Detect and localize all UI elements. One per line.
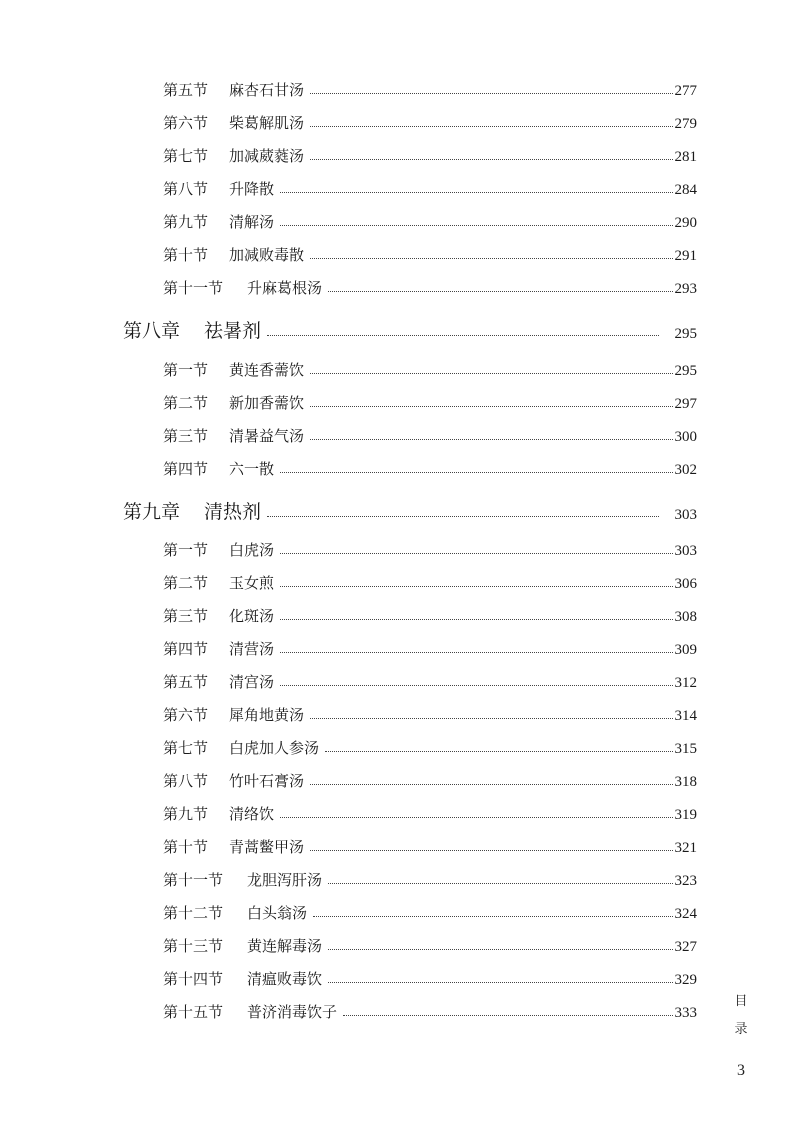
toc-section-entry[interactable] [163,602,697,626]
toc-section-entry[interactable] [163,274,697,298]
section-page-number: 314 [674,708,697,724]
chapter-title: 清热剂 [204,501,262,523]
dot-leader [280,224,672,226]
section-title: 龙胆泻肝汤 [247,871,323,889]
toc-section-entry[interactable] [163,668,697,692]
toc-section-entry[interactable] [163,800,697,824]
section-page-number: 295 [674,363,697,379]
section-page-number: 293 [674,281,697,297]
dot-leader [267,334,658,336]
section-number: 第十四节 [163,970,224,988]
section-title: 清暑益气汤 [229,427,305,445]
section-title: 玉女煎 [229,574,275,592]
section-number: 第三节 [163,427,209,445]
section-page-number: 319 [674,807,697,823]
section-page-number: 323 [674,873,697,889]
section-number: 第一节 [163,541,209,559]
section-title: 加减败毒散 [229,246,305,264]
toc-section-entry[interactable] [163,422,697,446]
section-page-number: 333 [674,1005,697,1021]
section-number: 第三节 [163,607,209,625]
section-number: 第四节 [163,460,209,478]
section-page-number: 281 [674,149,697,165]
section-page-number: 302 [674,462,697,478]
toc-section-entry[interactable] [163,767,697,791]
section-number: 第四节 [163,640,209,658]
section-title: 新加香薷饮 [229,394,305,412]
dot-leader [310,717,672,719]
dot-leader [328,290,672,292]
section-page-number: 318 [674,774,697,790]
toc-section-entry[interactable] [163,241,697,265]
dot-leader [328,981,672,983]
dot-leader [280,816,672,818]
section-title: 白虎汤 [229,541,275,559]
dot-leader [310,257,672,259]
toc-section-entry[interactable] [163,998,697,1022]
section-number: 第二节 [163,394,209,412]
section-title: 加减葳蕤汤 [229,147,305,165]
chapter-number: 第八章 [123,320,181,342]
section-page-number: 290 [674,215,697,231]
section-number: 第十一节 [163,279,224,297]
side-tab-label [733,988,749,1044]
side-tab-char: 目 [734,994,748,1009]
section-title: 清解汤 [229,213,275,231]
dot-leader [343,1014,672,1016]
section-page-number: 300 [674,429,697,445]
section-title: 化斑汤 [229,607,275,625]
toc-chapter-entry[interactable] [123,500,697,524]
section-page-number: 291 [674,248,697,264]
toc-section-entry[interactable] [163,734,697,758]
section-title: 升麻葛根汤 [247,279,323,297]
dot-leader [328,948,672,950]
section-title: 六一散 [229,460,275,478]
section-number: 第七节 [163,147,209,165]
section-page-number: 315 [674,741,697,757]
dot-leader [280,684,672,686]
toc-section-entry[interactable] [163,142,697,166]
section-title: 白头翁汤 [247,904,308,922]
section-number: 第二节 [163,574,209,592]
toc-section-entry[interactable] [163,833,697,857]
toc-section-entry[interactable] [163,389,697,413]
section-title: 普济消毒饮子 [247,1003,338,1021]
section-title: 青蒿鳖甲汤 [229,838,305,856]
toc-section-entry[interactable] [163,76,697,100]
dot-leader [325,750,672,752]
toc-section-entry[interactable] [163,932,697,956]
dot-leader [267,515,658,517]
section-title: 黄连香薷饮 [229,361,305,379]
section-number: 第九节 [163,805,209,823]
dot-leader [310,125,672,127]
section-title: 黄连解毒汤 [247,937,323,955]
toc-section-entry[interactable] [163,635,697,659]
chapter-title: 祛暑剂 [204,320,262,342]
toc-section-entry[interactable] [163,866,697,890]
dot-leader [310,158,672,160]
dot-leader [310,438,672,440]
section-title: 清络饮 [229,805,275,823]
section-number: 第六节 [163,706,209,724]
section-title: 清营汤 [229,640,275,658]
section-page-number: 324 [674,906,697,922]
dot-leader [310,405,672,407]
dot-leader [280,552,672,554]
section-number: 第九节 [163,213,209,231]
section-number: 第五节 [163,673,209,691]
section-page-number: 321 [674,840,697,856]
section-number: 第六节 [163,114,209,132]
section-title: 柴葛解肌汤 [229,114,305,132]
page-folio-number: 3 [737,1062,745,1079]
section-number: 第一节 [163,361,209,379]
section-number: 第十一节 [163,871,224,889]
dot-leader [313,915,672,917]
section-number: 第八节 [163,180,209,198]
chapter-page-number: 303 [674,507,697,523]
section-page-number: 279 [674,116,697,132]
section-title: 升降散 [229,180,275,198]
section-page-number: 303 [674,543,697,559]
dot-leader [310,92,672,94]
toc-section-entry[interactable] [163,455,697,479]
section-number: 第十节 [163,246,209,264]
section-page-number: 329 [674,972,697,988]
toc-section-entry[interactable] [163,356,697,380]
dot-leader [310,372,672,374]
dot-leader [328,882,672,884]
chapter-page-number: 295 [674,326,697,342]
section-number: 第七节 [163,739,209,757]
dot-leader [310,849,672,851]
section-title: 竹叶石膏汤 [229,772,305,790]
section-title: 清瘟败毒饮 [247,970,323,988]
section-number: 第五节 [163,81,209,99]
dot-leader [280,585,672,587]
section-page-number: 309 [674,642,697,658]
section-number: 第十节 [163,838,209,856]
section-page-number: 312 [674,675,697,691]
toc-section-entry[interactable] [163,965,697,989]
side-tab-char: 录 [734,1022,748,1037]
dot-leader [280,618,672,620]
section-number: 第十三节 [163,937,224,955]
section-number: 第十二节 [163,904,224,922]
section-page-number: 308 [674,609,697,625]
section-page-number: 297 [674,396,697,412]
section-title: 犀角地黄汤 [229,706,305,724]
section-title: 白虎加人参汤 [229,739,320,757]
toc-section-entry[interactable] [163,569,697,593]
toc-chapter-entry[interactable] [123,319,697,343]
section-page-number: 277 [674,83,697,99]
toc-section-entry[interactable] [163,536,697,560]
toc-section-entry[interactable] [163,899,697,923]
section-title: 麻杏石甘汤 [229,81,305,99]
dot-leader [310,783,672,785]
toc-section-entry[interactable] [163,208,697,232]
chapter-number: 第九章 [123,501,181,523]
section-number: 第八节 [163,772,209,790]
section-page-number: 284 [674,182,697,198]
section-title: 清宫汤 [229,673,275,691]
toc-section-entry[interactable] [163,175,697,199]
dot-leader [280,471,672,473]
section-number: 第十五节 [163,1003,224,1021]
section-page-number: 306 [674,576,697,592]
dot-leader [280,191,672,193]
toc-section-entry[interactable] [163,109,697,133]
toc-section-entry[interactable] [163,701,697,725]
section-page-number: 327 [674,939,697,955]
dot-leader [280,651,672,653]
